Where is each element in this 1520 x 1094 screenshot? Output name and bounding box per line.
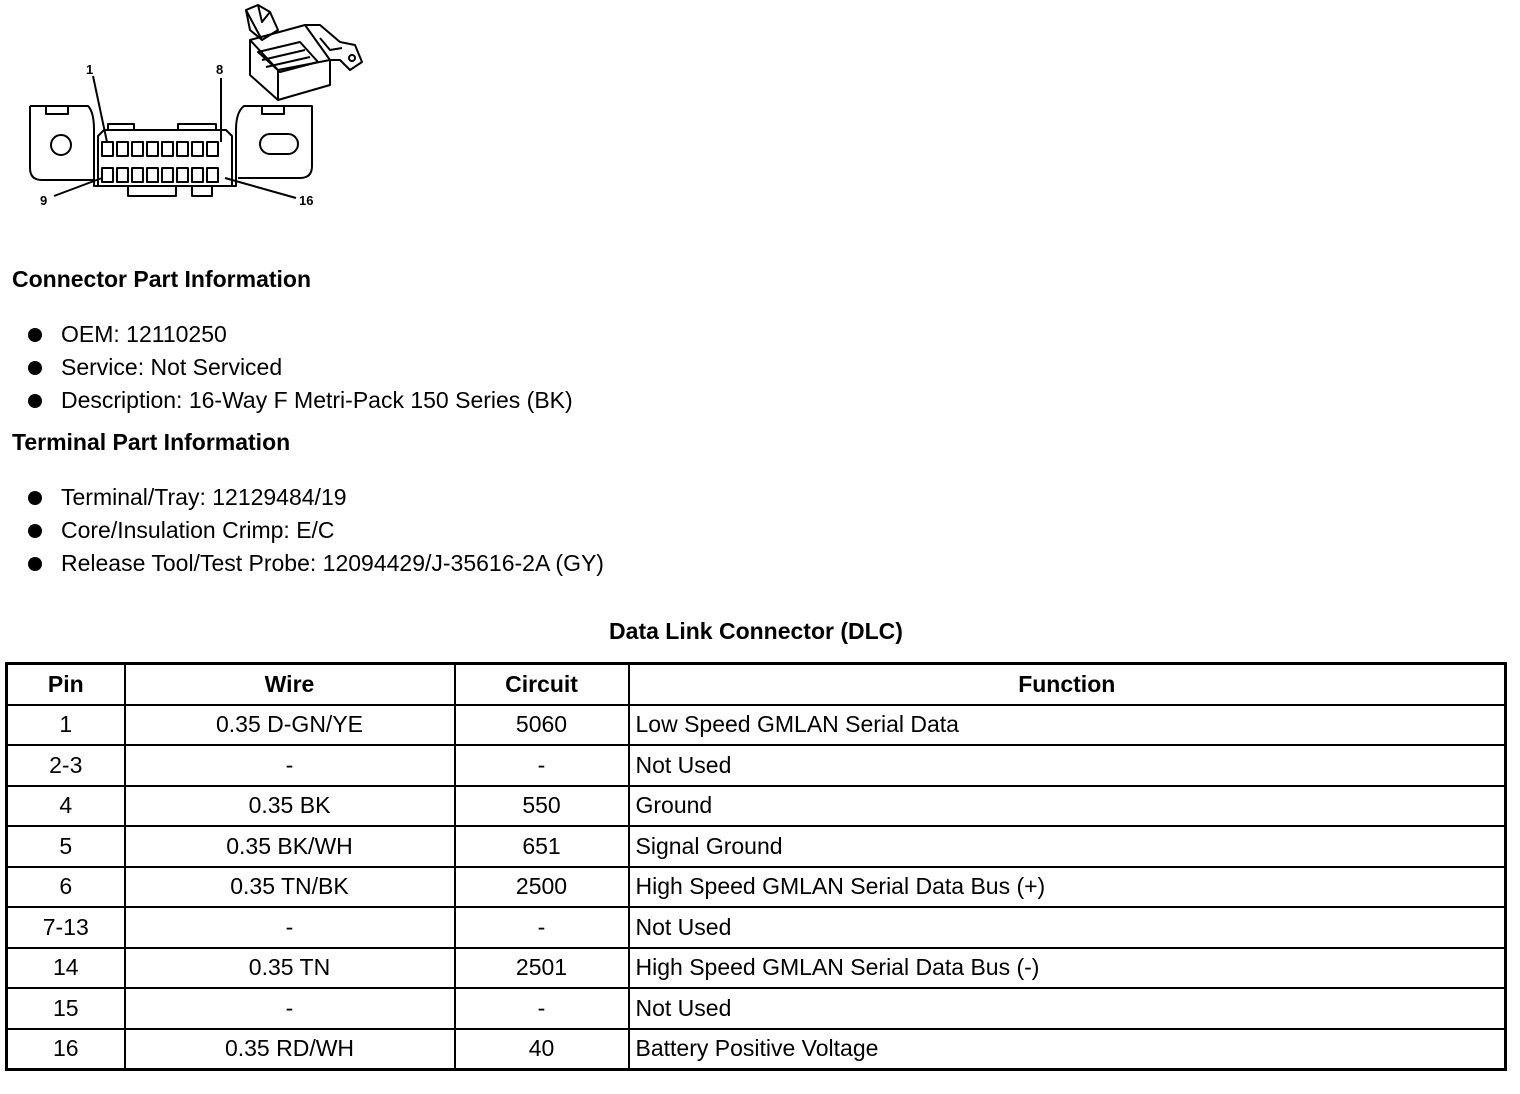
cell-pin: 5 xyxy=(7,826,125,867)
dlc-pinout-table xyxy=(5,662,1507,1071)
pin-label-8: 8 xyxy=(216,62,224,77)
bullet-icon xyxy=(28,491,42,505)
list-item-text: Service: Not Serviced xyxy=(61,354,283,380)
table-row xyxy=(7,867,1506,908)
list-item-text: Release Tool/Test Probe: 12094429/J-35616-2A (GY) xyxy=(61,550,604,576)
pin-label-9: 9 xyxy=(40,193,48,208)
cell-circuit: 5060 xyxy=(455,705,629,746)
cell-pin: 4 xyxy=(7,786,125,827)
cell-pin: 1 xyxy=(7,705,125,746)
list-item-text: OEM: 12110250 xyxy=(61,321,227,347)
list-item-text: Terminal/Tray: 12129484/19 xyxy=(61,484,347,510)
table-row xyxy=(7,948,1506,989)
terminal-part-list xyxy=(28,481,604,580)
connector-3d-view-icon xyxy=(246,5,362,100)
cell-circuit: - xyxy=(455,745,629,786)
list-item xyxy=(28,318,573,351)
bullet-icon xyxy=(28,557,42,571)
connector-diagram xyxy=(0,0,380,220)
cell-pin: 15 xyxy=(7,988,125,1029)
cell-function: Ground xyxy=(629,786,1506,827)
cell-circuit: 40 xyxy=(455,1029,629,1070)
cell-function: Low Speed GMLAN Serial Data xyxy=(629,705,1506,746)
header-pin: Pin xyxy=(7,664,125,705)
cell-function: High Speed GMLAN Serial Data Bus (-) xyxy=(629,948,1506,989)
cell-pin: 7-13 xyxy=(7,907,125,948)
bullet-icon xyxy=(28,361,42,375)
table-row xyxy=(7,745,1506,786)
table-row xyxy=(7,1029,1506,1070)
cell-pin: 2-3 xyxy=(7,745,125,786)
cell-pin: 6 xyxy=(7,867,125,908)
header-wire: Wire xyxy=(125,664,455,705)
connector-part-title: Connector Part Information xyxy=(12,266,312,292)
cell-function: Not Used xyxy=(629,988,1506,1029)
cell-function: Not Used xyxy=(629,745,1506,786)
cell-wire: 0.35 BK xyxy=(125,786,455,827)
connector-face-icon xyxy=(30,76,312,198)
table-row xyxy=(7,705,1506,746)
cell-circuit: - xyxy=(455,988,629,1029)
list-item xyxy=(28,384,573,417)
terminal-part-title: Terminal Part Information xyxy=(12,429,291,455)
cell-wire: 0.35 TN xyxy=(125,948,455,989)
pin-label-1: 1 xyxy=(86,62,94,77)
list-item-text: Description: 16-Way F Metri-Pack 150 Series (BK) xyxy=(61,387,573,413)
cell-function: Signal Ground xyxy=(629,826,1506,867)
list-item xyxy=(28,481,604,514)
table-header-row xyxy=(7,664,1506,705)
cell-wire: - xyxy=(125,988,455,1029)
list-item xyxy=(28,351,573,384)
cell-circuit: - xyxy=(455,907,629,948)
cell-circuit: 2501 xyxy=(455,948,629,989)
header-circuit: Circuit xyxy=(455,664,629,705)
cell-circuit: 651 xyxy=(455,826,629,867)
list-item xyxy=(28,547,604,580)
cell-pin: 14 xyxy=(7,948,125,989)
bullet-icon xyxy=(28,524,42,538)
pin-label-16: 16 xyxy=(299,193,314,208)
table-row xyxy=(7,786,1506,827)
list-item xyxy=(28,514,604,547)
header-function: Function xyxy=(629,664,1506,705)
cell-circuit: 2500 xyxy=(455,867,629,908)
cell-wire: - xyxy=(125,745,455,786)
bullet-icon xyxy=(28,328,42,342)
cell-wire: 0.35 D-GN/YE xyxy=(125,705,455,746)
table-title: Data Link Connector (DLC) xyxy=(609,618,903,644)
connector-part-list xyxy=(28,318,573,417)
cell-function: Battery Positive Voltage xyxy=(629,1029,1506,1070)
cell-pin: 16 xyxy=(7,1029,125,1070)
cell-circuit: 550 xyxy=(455,786,629,827)
cell-function: High Speed GMLAN Serial Data Bus (+) xyxy=(629,867,1506,908)
bullet-icon xyxy=(28,394,42,408)
cell-wire: 0.35 BK/WH xyxy=(125,826,455,867)
table-row xyxy=(7,826,1506,867)
cell-function: Not Used xyxy=(629,907,1506,948)
cell-wire: 0.35 TN/BK xyxy=(125,867,455,908)
table-row xyxy=(7,907,1506,948)
list-item-text: Core/Insulation Crimp: E/C xyxy=(61,517,335,543)
cell-wire: 0.35 RD/WH xyxy=(125,1029,455,1070)
table-row xyxy=(7,988,1506,1029)
cell-wire: - xyxy=(125,907,455,948)
